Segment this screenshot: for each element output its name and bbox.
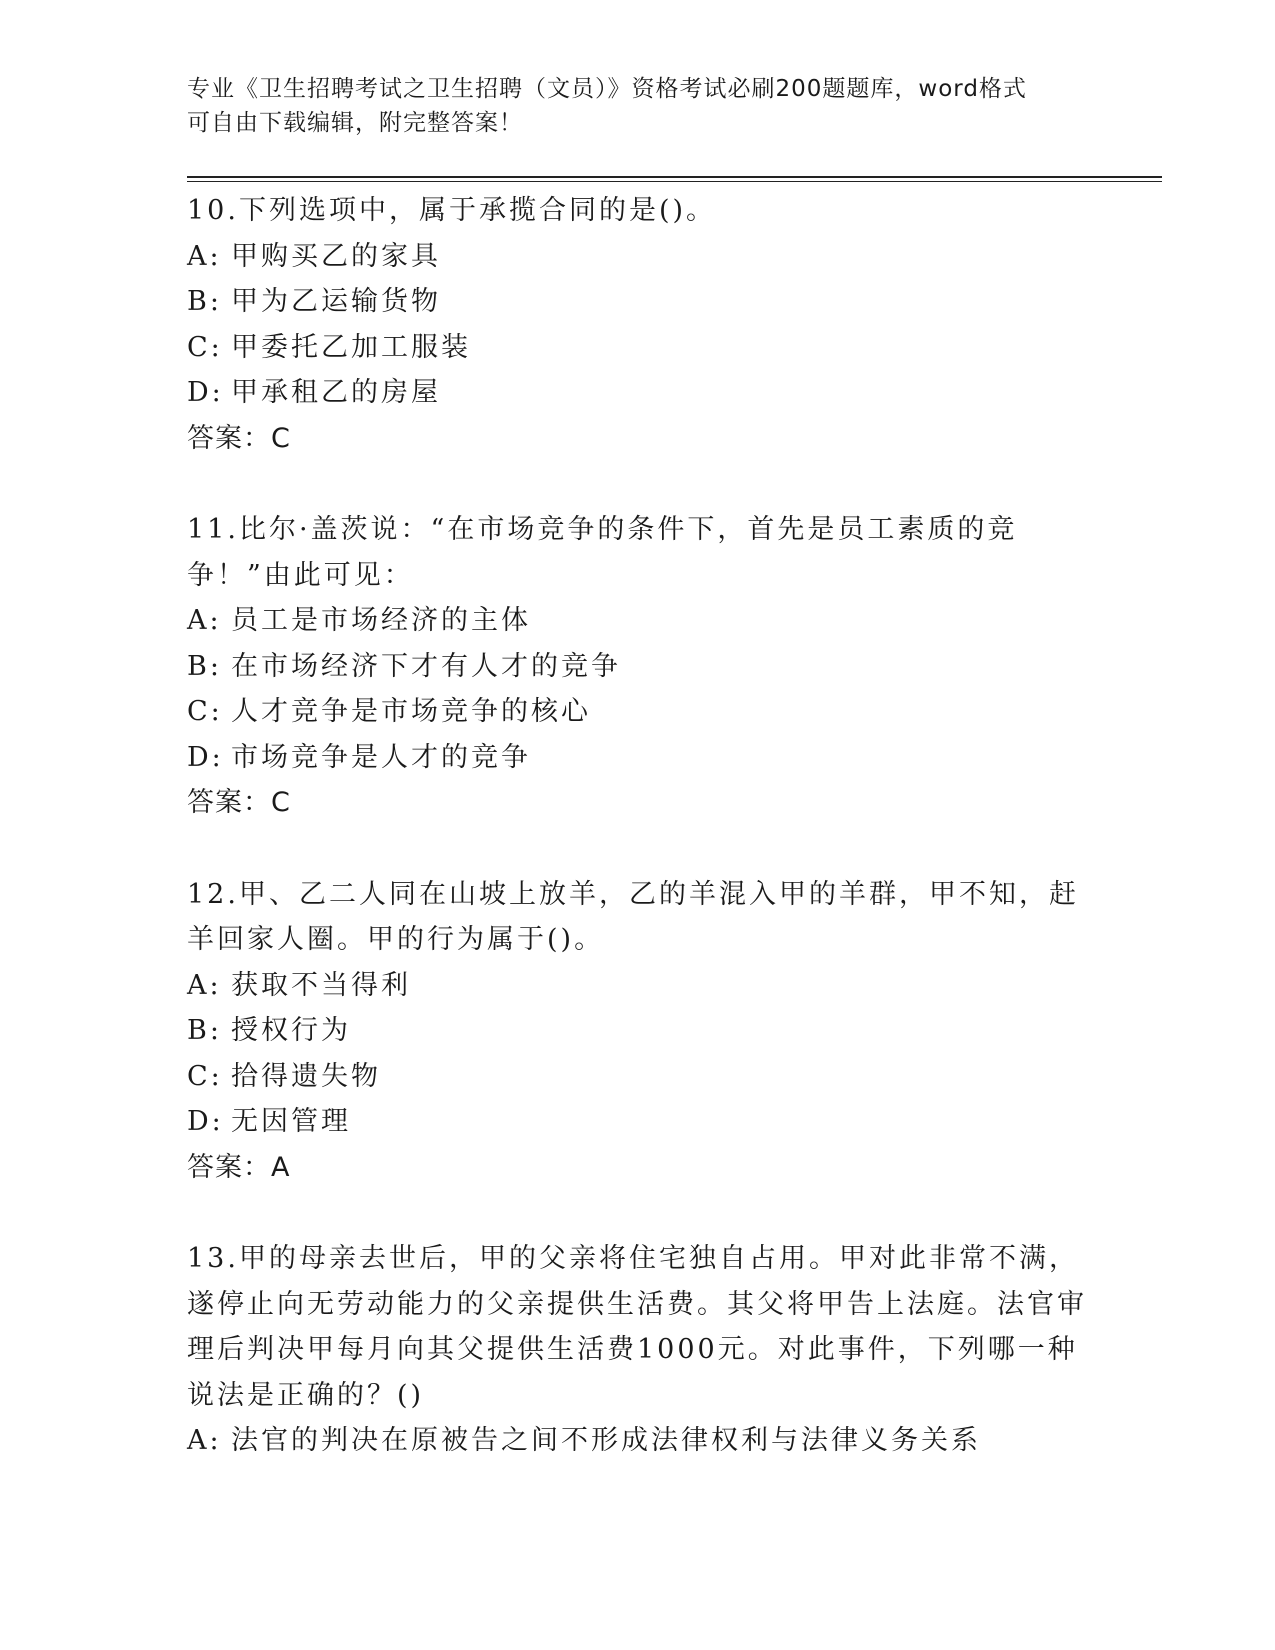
header-divider-thick bbox=[187, 176, 1162, 178]
option-text: 获取不当得利 bbox=[231, 969, 411, 1001]
option-c bbox=[187, 325, 1087, 371]
option-a bbox=[187, 598, 1087, 644]
question-stem: 13.甲的母亲去世后，甲的父亲将住宅独自占用。甲对此非常不满，遂停止向无劳动能力的父亲提供生活费。其父将甲告上法庭。法官审理后判决甲每月向其父提供生活费1000元。对此事件，下列哪一种说法是正确的？() bbox=[187, 1243, 1087, 1411]
option-text: 员工是市场经济的主体 bbox=[231, 605, 531, 636]
option-letter: B: bbox=[187, 650, 222, 682]
option-c bbox=[187, 1054, 1087, 1100]
option-a bbox=[187, 963, 1087, 1009]
header-divider-thin bbox=[187, 181, 1162, 182]
option-letter: A: bbox=[187, 1425, 222, 1456]
question-12 bbox=[187, 872, 1087, 1191]
question-stem: 11.比尔·盖茨说：“在市场竞争的条件下，首先是员工素质的竞争！”由此可见： bbox=[187, 514, 1018, 591]
option-letter: D: bbox=[187, 741, 224, 773]
option-letter: D: bbox=[187, 377, 224, 408]
option-c bbox=[187, 689, 1087, 735]
answer-line: 答案：C bbox=[187, 787, 291, 818]
answer-line: 答案：C bbox=[187, 422, 291, 454]
question-11 bbox=[187, 507, 1087, 826]
option-text: 无因管理 bbox=[231, 1106, 351, 1137]
header-line-2: 可自由下载编辑，附完整答案！ bbox=[187, 110, 523, 136]
option-b bbox=[187, 644, 1087, 690]
option-letter: B: bbox=[187, 286, 222, 317]
option-a bbox=[187, 1418, 1087, 1464]
option-text: 甲购买乙的家具 bbox=[231, 240, 441, 272]
option-d bbox=[187, 735, 1087, 781]
option-text: 甲承租乙的房屋 bbox=[231, 377, 441, 408]
option-text: 拾得遗失物 bbox=[231, 1060, 381, 1092]
option-letter: A: bbox=[187, 605, 222, 636]
option-d bbox=[187, 1099, 1087, 1145]
option-letter: A: bbox=[187, 969, 222, 1001]
option-letter: C: bbox=[187, 696, 223, 727]
header-line-1: 专业《卫生招聘考试之卫生招聘（文员）》资格考试必刷200题题库，word格式 bbox=[187, 76, 1027, 102]
option-text: 人才竞争是市场竞争的核心 bbox=[231, 696, 591, 727]
option-letter: C: bbox=[187, 1060, 223, 1092]
option-text: 市场竞争是人才的竞争 bbox=[231, 741, 531, 773]
option-text: 授权行为 bbox=[231, 1015, 351, 1046]
question-13 bbox=[187, 1236, 1087, 1464]
answer-line: 答案：A bbox=[187, 1151, 291, 1183]
option-text: 甲委托乙加工服装 bbox=[231, 331, 471, 363]
option-text: 在市场经济下才有人才的竞争 bbox=[231, 650, 621, 682]
option-text: 法官的判决在原被告之间不形成法律权利与法律义务关系 bbox=[231, 1425, 981, 1456]
question-stem: 12.甲、乙二人同在山坡上放羊，乙的羊混入甲的羊群，甲不知，赶羊回家人圈。甲的行为属于()。 bbox=[187, 878, 1079, 955]
question-10 bbox=[187, 188, 1087, 461]
option-letter: D: bbox=[187, 1106, 224, 1137]
option-letter: B: bbox=[187, 1015, 222, 1046]
option-text: 甲为乙运输货物 bbox=[231, 286, 441, 317]
option-d bbox=[187, 370, 1087, 416]
option-letter: A: bbox=[187, 240, 222, 272]
option-b bbox=[187, 279, 1087, 325]
question-stem: 10.下列选项中，属于承揽合同的是()。 bbox=[187, 195, 717, 226]
option-a bbox=[187, 234, 1087, 280]
option-b bbox=[187, 1008, 1087, 1054]
document-header bbox=[187, 72, 1087, 140]
option-letter: C: bbox=[187, 331, 223, 363]
question-list bbox=[187, 188, 1087, 1510]
